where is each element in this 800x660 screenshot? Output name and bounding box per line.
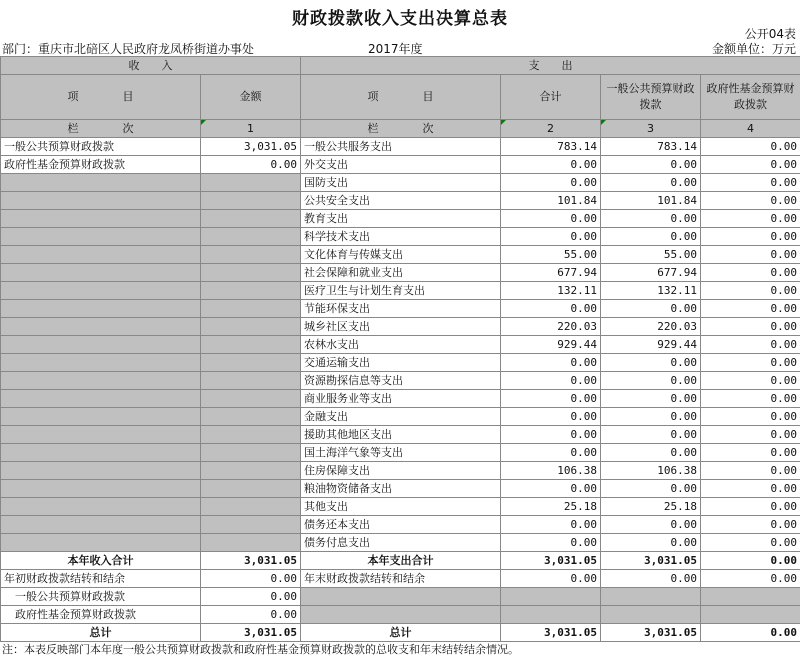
expense-item-total: 0.00 [501, 354, 601, 372]
income-item-header: 项 目 [1, 75, 201, 120]
table-row [1, 480, 800, 498]
expense-item-general: 0.00 [601, 516, 701, 534]
expense-item-fund: 0.00 [701, 138, 800, 156]
expense-item-general: 220.03 [601, 318, 701, 336]
expense-year-total-label: 本年支出合计 [301, 552, 501, 570]
expense-item-general: 0.00 [601, 156, 701, 174]
expense-item-total: 0.00 [501, 174, 601, 192]
col-index-3: 3 [601, 120, 701, 138]
table-row [1, 372, 800, 390]
expense-item-fund: 0.00 [701, 354, 800, 372]
empty-cell [601, 606, 701, 624]
table-row [1, 426, 800, 444]
income-section-header: 收 入 [1, 57, 301, 75]
expense-item-fund: 0.00 [701, 480, 800, 498]
empty-cell [1, 498, 201, 516]
general-budget-header: 一般公共预算财政拨款 [601, 75, 701, 120]
table-row [1, 444, 800, 462]
expense-item-total: 106.38 [501, 462, 601, 480]
expense-item-fund: 0.00 [701, 156, 800, 174]
expense-item-fund: 0.00 [701, 498, 800, 516]
empty-cell [501, 606, 601, 624]
carryover-sub-row [1, 588, 800, 606]
income-item-label: 政府性基金预算财政拨款 [1, 156, 201, 174]
empty-cell [1, 228, 201, 246]
expense-item-total: 0.00 [501, 534, 601, 552]
table-row [1, 354, 800, 372]
header-row-columns [1, 75, 800, 120]
expense-item-general: 929.44 [601, 336, 701, 354]
carryover-sub2-amount: 0.00 [201, 606, 301, 624]
expense-item-fund: 0.00 [701, 174, 800, 192]
expense-item-general: 0.00 [601, 354, 701, 372]
expense-item-total: 0.00 [501, 444, 601, 462]
expense-item-general: 0.00 [601, 300, 701, 318]
table-row [1, 462, 800, 480]
table-row [1, 336, 800, 354]
table-row [1, 300, 800, 318]
expense-item-fund: 0.00 [701, 426, 800, 444]
expense-item-label: 金融支出 [301, 408, 501, 426]
expense-item-label: 文化体育与传媒支出 [301, 246, 501, 264]
empty-cell [201, 498, 301, 516]
empty-cell [1, 192, 201, 210]
empty-cell [201, 480, 301, 498]
income-item-label: 一般公共预算财政拨款 [1, 138, 201, 156]
expense-item-label: 援助其他地区支出 [301, 426, 501, 444]
empty-cell [701, 588, 800, 606]
expense-year-total: 3,031.05 [501, 552, 601, 570]
unit-label: 金额单位：万元 [711, 42, 796, 56]
empty-cell [201, 174, 301, 192]
expense-item-general: 132.11 [601, 282, 701, 300]
table-row [1, 192, 800, 210]
table-row [1, 156, 800, 174]
grand-total-row [1, 624, 800, 642]
income-year-total-label: 本年收入合计 [1, 552, 201, 570]
income-item-amount: 0.00 [201, 156, 301, 174]
empty-cell [301, 606, 501, 624]
empty-cell [501, 588, 601, 606]
expense-item-general: 106.38 [601, 462, 701, 480]
empty-cell [1, 336, 201, 354]
expense-item-fund: 0.00 [701, 516, 800, 534]
header-row-section [1, 57, 800, 75]
col-index-1: 1 [201, 120, 301, 138]
footnote: 注：本表反映部门本年度一般公共预算财政拨款和政府性基金预算财政拨款的总收支和年末结转结余情况。 [2, 643, 519, 656]
expense-year-fund: 0.00 [701, 552, 800, 570]
expense-item-general: 0.00 [601, 210, 701, 228]
expense-item-total: 25.18 [501, 498, 601, 516]
expense-item-total: 0.00 [501, 426, 601, 444]
income-grand-total-amount: 3,031.05 [201, 624, 301, 642]
expense-item-label: 社会保障和就业支出 [301, 264, 501, 282]
empty-cell [201, 462, 301, 480]
expense-item-total: 0.00 [501, 156, 601, 174]
expense-item-fund: 0.00 [701, 264, 800, 282]
table-row [1, 138, 800, 156]
empty-cell [1, 534, 201, 552]
empty-cell [1, 300, 201, 318]
empty-cell [1, 318, 201, 336]
expense-total-header: 合计 [501, 75, 601, 120]
expense-item-total: 0.00 [501, 390, 601, 408]
expense-item-header: 项 目 [301, 75, 501, 120]
col-index-4: 4 [701, 120, 800, 138]
empty-cell [201, 264, 301, 282]
expense-item-label: 农林水支出 [301, 336, 501, 354]
begin-carryover-label: 年初财政拨款结转和结余 [1, 570, 201, 588]
empty-cell [1, 282, 201, 300]
table-row [1, 390, 800, 408]
expense-item-general: 0.00 [601, 408, 701, 426]
table-row [1, 318, 800, 336]
col-index-2: 2 [501, 120, 601, 138]
expense-item-fund: 0.00 [701, 462, 800, 480]
header-row-index [1, 120, 800, 138]
expense-item-general: 783.14 [601, 138, 701, 156]
income-item-amount: 3,031.05 [201, 138, 301, 156]
expense-item-general: 0.00 [601, 426, 701, 444]
table-row [1, 264, 800, 282]
expense-item-total: 0.00 [501, 210, 601, 228]
expense-item-fund: 0.00 [701, 210, 800, 228]
table-row [1, 228, 800, 246]
expense-item-general: 677.94 [601, 264, 701, 282]
expense-item-label: 教育支出 [301, 210, 501, 228]
expense-item-label: 交通运输支出 [301, 354, 501, 372]
expense-item-fund: 0.00 [701, 336, 800, 354]
expense-item-fund: 0.00 [701, 192, 800, 210]
income-year-total-amount: 3,031.05 [201, 552, 301, 570]
expense-item-label: 节能环保支出 [301, 300, 501, 318]
table-row [1, 408, 800, 426]
expense-item-fund: 0.00 [701, 300, 800, 318]
empty-cell [201, 192, 301, 210]
expense-item-fund: 0.00 [701, 228, 800, 246]
table-row [1, 246, 800, 264]
begin-carryover-amount: 0.00 [201, 570, 301, 588]
expense-item-general: 0.00 [601, 444, 701, 462]
empty-cell [1, 210, 201, 228]
income-col-label: 栏 次 [1, 120, 201, 138]
empty-cell [201, 408, 301, 426]
expense-grand-total-label: 总计 [301, 624, 501, 642]
empty-cell [1, 516, 201, 534]
expense-grand-total: 3,031.05 [501, 624, 601, 642]
empty-cell [1, 480, 201, 498]
empty-cell [201, 246, 301, 264]
expense-item-label: 医疗卫生与计划生育支出 [301, 282, 501, 300]
expense-item-label: 一般公共服务支出 [301, 138, 501, 156]
carryover-sub-row [1, 606, 800, 624]
end-carryover-total: 0.00 [501, 570, 601, 588]
expense-item-general: 0.00 [601, 534, 701, 552]
empty-cell [201, 372, 301, 390]
empty-cell [1, 426, 201, 444]
expense-item-fund: 0.00 [701, 282, 800, 300]
income-amount-header: 金额 [201, 75, 301, 120]
expense-item-total: 677.94 [501, 264, 601, 282]
expense-grand-fund: 0.00 [701, 624, 800, 642]
expense-item-label: 资源勘探信息等支出 [301, 372, 501, 390]
expense-item-total: 220.03 [501, 318, 601, 336]
expense-item-fund: 0.00 [701, 390, 800, 408]
table-row [1, 516, 800, 534]
expense-item-general: 55.00 [601, 246, 701, 264]
expense-item-label: 债务还本支出 [301, 516, 501, 534]
expense-item-label: 国防支出 [301, 174, 501, 192]
empty-cell [201, 534, 301, 552]
table-row [1, 534, 800, 552]
carryover-sub1-amount: 0.00 [201, 588, 301, 606]
expense-item-general: 0.00 [601, 372, 701, 390]
expense-item-label: 住房保障支出 [301, 462, 501, 480]
empty-cell [201, 516, 301, 534]
expense-item-general: 25.18 [601, 498, 701, 516]
empty-cell [201, 336, 301, 354]
expense-item-total: 0.00 [501, 372, 601, 390]
expense-item-label: 公共安全支出 [301, 192, 501, 210]
table-row [1, 210, 800, 228]
expense-item-label: 国土海洋气象等支出 [301, 444, 501, 462]
department-label: 部门：重庆市北碚区人民政府龙凤桥街道办事处 [2, 42, 255, 56]
end-carryover-fund: 0.00 [701, 570, 800, 588]
expense-item-label: 科学技术支出 [301, 228, 501, 246]
year-total-row [1, 552, 800, 570]
expense-item-total: 101.84 [501, 192, 601, 210]
expense-item-general: 0.00 [601, 480, 701, 498]
expense-item-fund: 0.00 [701, 534, 800, 552]
expense-item-total: 0.00 [501, 408, 601, 426]
expense-grand-general: 3,031.05 [601, 624, 701, 642]
expense-item-total: 132.11 [501, 282, 601, 300]
expense-item-total: 0.00 [501, 480, 601, 498]
income-grand-total-label: 总计 [1, 624, 201, 642]
expense-item-general: 0.00 [601, 174, 701, 192]
expense-item-total: 783.14 [501, 138, 601, 156]
expense-item-fund: 0.00 [701, 372, 800, 390]
carryover-sub2-label: 政府性基金预算财政拨款 [1, 606, 201, 624]
empty-cell [1, 390, 201, 408]
empty-cell [1, 246, 201, 264]
empty-cell [201, 228, 301, 246]
expense-item-label: 商业服务业等支出 [301, 390, 501, 408]
expense-section-header: 支 出 [301, 57, 800, 75]
expense-item-general: 101.84 [601, 192, 701, 210]
empty-cell [201, 390, 301, 408]
empty-cell [1, 372, 201, 390]
carryover-row [1, 570, 800, 588]
expense-col-label: 栏 次 [301, 120, 501, 138]
empty-cell [201, 318, 301, 336]
form-number: 公开04表 [744, 27, 796, 41]
expense-item-label: 粮油物资储备支出 [301, 480, 501, 498]
empty-cell [1, 444, 201, 462]
empty-cell [201, 444, 301, 462]
empty-cell [701, 606, 800, 624]
empty-cell [1, 174, 201, 192]
expense-item-fund: 0.00 [701, 246, 800, 264]
expense-item-label: 城乡社区支出 [301, 318, 501, 336]
expense-year-general: 3,031.05 [601, 552, 701, 570]
empty-cell [201, 354, 301, 372]
budget-table [0, 56, 800, 642]
expense-item-total: 0.00 [501, 300, 601, 318]
table-row [1, 498, 800, 516]
expense-item-label: 债务付息支出 [301, 534, 501, 552]
carryover-sub1-label: 一般公共预算财政拨款 [1, 588, 201, 606]
expense-item-total: 0.00 [501, 228, 601, 246]
empty-cell [1, 462, 201, 480]
expense-item-label: 其他支出 [301, 498, 501, 516]
empty-cell [1, 354, 201, 372]
empty-cell [201, 210, 301, 228]
report-title: 财政拨款收入支出决算总表 [292, 9, 508, 29]
expense-item-total: 55.00 [501, 246, 601, 264]
empty-cell [301, 588, 501, 606]
expense-item-total: 0.00 [501, 516, 601, 534]
empty-cell [1, 264, 201, 282]
expense-item-fund: 0.00 [701, 318, 800, 336]
empty-cell [201, 300, 301, 318]
expense-item-label: 外交支出 [301, 156, 501, 174]
expense-item-general: 0.00 [601, 390, 701, 408]
empty-cell [1, 408, 201, 426]
table-row [1, 174, 800, 192]
expense-item-total: 929.44 [501, 336, 601, 354]
empty-cell [201, 426, 301, 444]
year-label: 2017年度 [368, 42, 423, 56]
end-carryover-label: 年末财政拨款结转和结余 [301, 570, 501, 588]
gov-fund-header: 政府性基金预算财政拨款 [701, 75, 800, 120]
table-row [1, 282, 800, 300]
expense-item-fund: 0.00 [701, 444, 800, 462]
end-carryover-general: 0.00 [601, 570, 701, 588]
expense-item-fund: 0.00 [701, 408, 800, 426]
empty-cell [601, 588, 701, 606]
expense-item-general: 0.00 [601, 228, 701, 246]
empty-cell [201, 282, 301, 300]
